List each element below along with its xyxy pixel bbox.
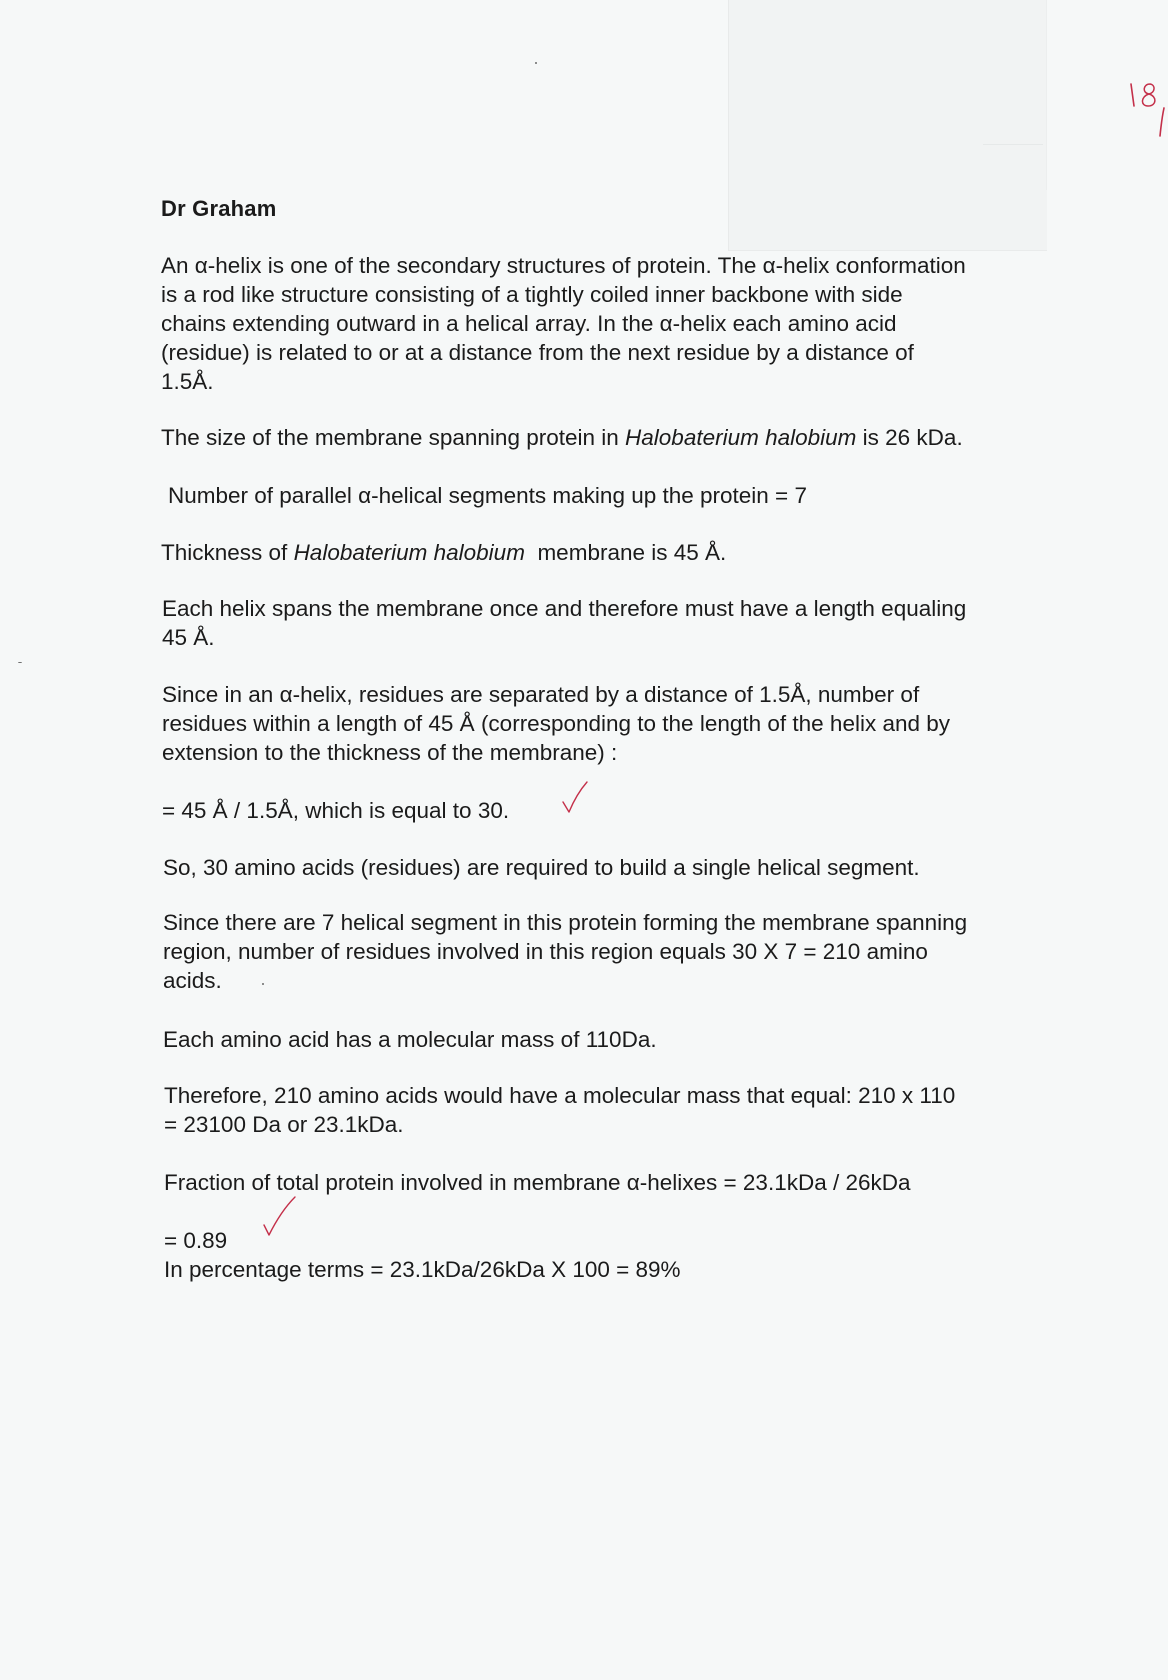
text-line: Each helix spans the membrane once and therefore must have a length equaling	[162, 596, 967, 621]
fraction-formula-paragraph: Fraction of total protein involved in membrane α-helixes = 23.1kDa / 26kDa	[164, 1170, 911, 1195]
bleed-through-patch	[728, 0, 1047, 251]
fraction-result-paragraph	[164, 1226, 681, 1284]
membrane-thickness-paragraph	[161, 538, 726, 567]
text-run: The size of the membrane spanning protein in	[161, 425, 626, 450]
text-line: Since in an α-helix, residues are separated by a distance of 1.5Å, number of	[162, 682, 920, 707]
text-line: is a rod like structure consisting of a tightly coiled inner backbone with side	[161, 282, 903, 307]
paper-edge-line	[983, 144, 1043, 145]
residues-calculation: = 45 Å / 1.5Å, which is equal to 30.	[162, 798, 510, 823]
text-run: Thickness of	[161, 540, 294, 565]
residue-count-reasoning-paragraph	[162, 680, 950, 767]
species-name: Halobaterium halobium	[293, 540, 525, 565]
scan-speck	[18, 662, 22, 663]
helical-segments-count: Number of parallel α-helical segments making up the protein = 7	[168, 483, 807, 508]
amino-acid-mass-paragraph: Each amino acid has a molecular mass of 110Da.	[163, 1027, 657, 1052]
text-line: residues within a length of 45 Å (corresponding to the length of the helix and by	[162, 711, 951, 736]
text-line: (residue) is related to or at a distance from the next residue by a distance of	[161, 340, 914, 365]
total-mass-paragraph	[164, 1081, 955, 1139]
text-line: extension to the thickness of the membrane) :	[162, 740, 618, 765]
text-line: = 23100 Da or 23.1kDa.	[164, 1112, 404, 1137]
protein-size-paragraph	[161, 423, 963, 452]
text-line: An α-helix is one of the secondary structures of protein. The α-helix conformation	[161, 253, 966, 278]
text-line: Since there are 7 helical segment in this protein forming the membrane spanning	[163, 910, 968, 935]
text-line: 1.5Å.	[161, 369, 214, 394]
paper-edge-line	[1046, 0, 1047, 190]
species-name: Halobaterium halobium	[625, 425, 857, 450]
total-residues-paragraph	[163, 908, 967, 995]
residues-per-segment-paragraph: So, 30 amino acids (residues) are required to build a single helical segment.	[163, 855, 920, 880]
text-line: region, number of residues involved in this region equals 30 X 7 = 210 amino	[163, 939, 928, 964]
text-line: 45 Å.	[162, 625, 215, 650]
text-line: chains extending outward in a helical array. In the α-helix each amino acid	[161, 311, 897, 336]
scan-speck	[535, 62, 537, 64]
text-run: is 26 kDa.	[856, 425, 963, 450]
handwritten-grade-mark	[1126, 76, 1168, 138]
text-line: Therefore, 210 amino acids would have a molecular mass that equal: 210 x 110	[164, 1083, 956, 1108]
text-line: In percentage terms = 23.1kDa/26kDa X 100 = 89%	[164, 1257, 681, 1282]
check-mark-icon	[560, 780, 590, 816]
text-line: = 0.89	[164, 1228, 228, 1253]
text-line: acids.	[163, 968, 222, 993]
helix-length-paragraph	[162, 594, 966, 652]
check-mark-icon	[260, 1195, 300, 1245]
alpha-helix-intro-paragraph	[161, 251, 966, 396]
text-run: membrane is 45 Å.	[524, 540, 727, 565]
document-heading: Dr Graham	[161, 196, 277, 221]
